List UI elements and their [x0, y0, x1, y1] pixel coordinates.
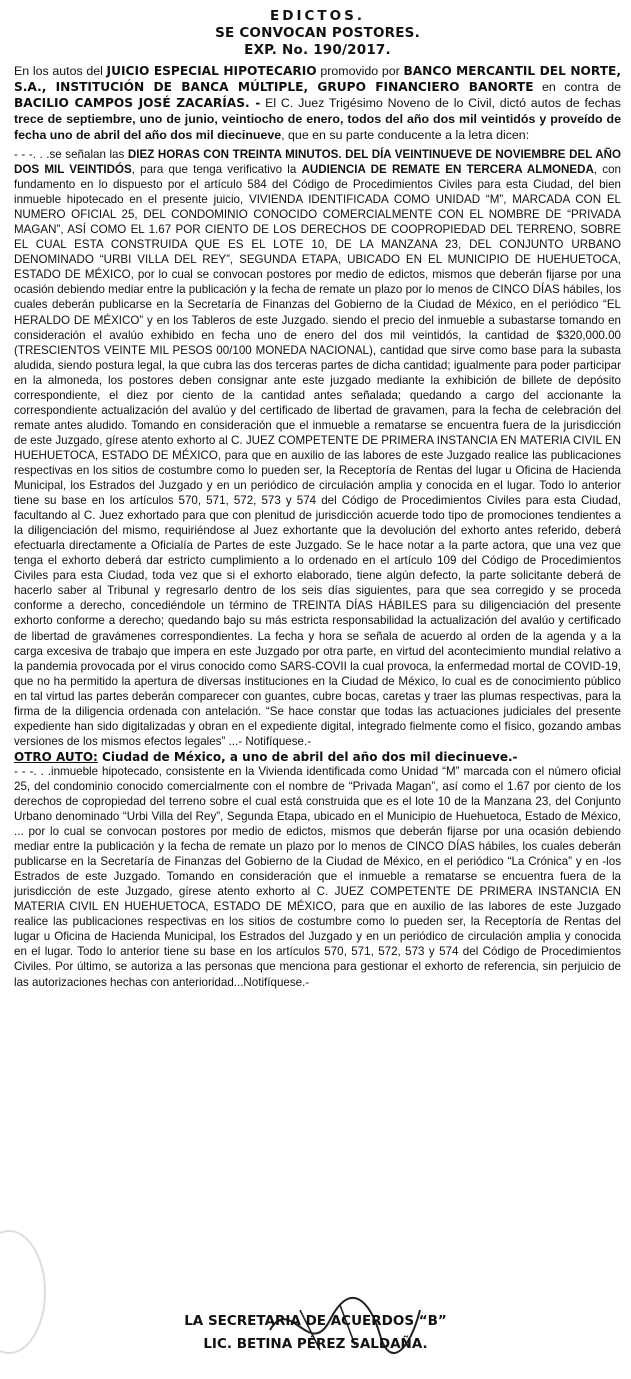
- auto-text-1: - - -. . .se señalan las: [14, 148, 128, 161]
- juicio-type: JUICIO ESPECIAL HIPOTECARIO: [106, 64, 317, 78]
- intro-text-4: El C. Juez Trigésimo Noveno de lo Civil, dictó autos de fechas: [260, 96, 621, 110]
- intro-text-2: promovido por: [316, 64, 404, 78]
- auto-text-3: , con fundamento en lo dispuesto por el artículo 584 del Código de Procedimientos Civiles para esta Ciudad, del bien inmueble hipotecado en el presente juicio, VIVIENDA IDENTIFICADA COMO UNIDAD “M”, MARCADA CON EL NUMERO OFICIAL 25, DEL CONDOMINIO CONOCIDO COMERCIALMENTE CON EL NOMBRE DE “PRIVADA MAGAN”, ASÍ COMO EL 1.67 POR CIENTO DE LOS DERECHOS DE COOPROPIEDAD DEL TERRENO, SOBRE EL CUAL ESTA CONSTRUIDA QUE ES EL LOTE 10, DE LA MANZANA 23, DEL CONJUNTO URBANO DENOMINADO “URBI VILLA DEL REY”, SEGUNDA ETAPA, UBICADO EN EL MUNICIPIO DE HUEHUETOCA, ESTADO DE MÉXICO, por lo cual se convocan postores por medio de edictos, mismos que deberán fijarse por una ocasión debiendo mediar entre la publicación y la fecha de remate un plazo por lo menos de CINCO DÍAS hábiles, los cuales deberán publicarse en la Secretaría de Finanzas del Gobierno de la Ciudad de México, en el periódico “EL HERALDO DE MÉXICO” y en los Tableros de este Juzgado. siendo el precio del inmueble a subastarse tomando en consideración el avalúo exhibido en fecha uno de enero del dos mil veintidós, la cantidad de $320,000.00 (TRESCIENTOS VEINTE MIL PESOS 00/100 MONEDA NACIONAL), cantidad que sirve como base para la subasta aludida, siendo postura legal, la que cubra las dos terceras partes de dicha cantidad; igualmente para poder participar en la almoneda, los postores deben consignar ante este juzgado mediante la exhibición de billete de depósito correspondiente, el diez por ciento de la cantidad antes señalada; quedando a cargo del accionante la correspondiente actualización del avalúo y del certificado de libertad de gravamen, para la fecha de celebración del remate antes aludido. Tomando en consideración que el inmueble a rematarse se encuentra fuera de la jurisdicción de este Juzgado, gírese atento exhorto al C. JUEZ COMPETENTE DE PRIMERA INSTANCIA EN MATERIA CIVIL EN HUEHUETOCA, ESTADO DE MÉXICO, para que en auxilio de las labores de este Juzgado realice las publicaciones respectivas en los sitios de costumbre como lo pueden ser, la Receptoría de Rentas del lugar u Oficina de Hacienda Municipal, los Estrados del Juzgado y en un periódico de circulación amplia y conocida en el lugar. Todo lo anterior tiene su base en los artículos 570, 571, 572, 573 y 574 del Código de Procedimientos Civiles para esta Ciudad, facultando al C. Juez exhortado para que con plenitud de jurisdicción acuerde todo tipo de promociones tendientes a la diligenciación del mismo, requiriéndose al Juez exhortante que la devolución del exhorto antes referido, deberá efectuarla directamente a Oficialía de Partes de este Juzgado. Se le hace notar a la parte actora, que una vez que tenga el exhorto deberá dar estricto cumplimiento a lo ordenado en el artículo 109 del Código de Procedimientos Civiles para esta Ciudad, toda vez que si el exhorto elaborado, tiene algún defecto, la parte solicitante deberá de hacerlo saber al Tribunal y regresarlo dentro de los seis días siguientes, para que sea corregido y se proceda conforme a derecho, concediéndole un término de TREINTA DÍAS HÁBILES para su diligenciación del presente exhorto conforme a derecho; quedando bajo su más estricta responsabilidad la actualización del avalúo y certificado de libertad de gravámenes correspondientes. La fecha y hora se señala de acuerdo al orden de la agenda y a la carga excesiva de trabajo que impera en este Juzgado por otra parte, en virtud del acontecimiento mundial relativo a la pandemia provocada por el virus conocido como SARS-COVII la cual provoca, la enfermedad mortal de COVID-19, que no ha permitido la apertura de diversas instituciones en la Ciudad de México, lo cual es de conocimiento público en tal virtud las partes deberán comparecer con guantes, cubre bocas, caretas y traer las plumas respectivas, para la firma de la diligencia ordenada con antelación. “Se hace constar que todas las actuaciones judiciales del presente expediente han sido digitalizadas y obran en el expediente digital, integrado fielmente como el físico, gozando ambas versiones de los mismos efectos legales” ...- Notifíquese.-: [14, 163, 621, 748]
- auto-paragraph: [14, 147, 621, 749]
- otro-auto-date: Ciudad de México, a uno de abril del año dos mil diecinueve.-: [97, 749, 518, 764]
- otro-auto-paragraph: - - -. . .inmueble hipotecado, consistente en la Vivienda identificada como Unidad “M” marcada con el número oficial 25, del condominio conocido comercialmente con el nombre de “Privada Magan”, así como el 1.67 por ciento de los derechos de copropiedad del terreno sobre el cual está construida que es el lote 10 de la Manzana 23, del Conjunto Urbano denominado “Urbi Villa del Rey”, Segunda Etapa, ubicado en el Municipio de Huehuetoca, Estado de México, ... por lo cual se convocan postores por medio de edictos, mismos que deberán fijarse por una ocasión debiendo mediar entre la publicación y la fecha de remate un plazo por lo menos de CINCO DÍAS hábiles, los cuales deberán publicarse en la Secretaría de Finanzas del Gobierno de la Ciudad de México, en el periódico “La Crónica” y en -los Estrados de este Juzgado. Tomando en consideración que el inmueble a rematarse se encuentra fuera de la jurisdicción de este Juzgado, gírese atento exhorto al C. JUEZ COMPETENTE DE PRIMERA INSTANCIA EN MATERIA CIVIL EN HUEHUETOCA, ESTADO DE MÉXICO, para que en auxilio de las labores de este Juzgado realice las publicaciones respectivas en los sitios de costumbre como lo pueden ser, la Receptoría de Rentas del lugar u Oficina de Hacienda Municipal, los Estrados del Juzgado y en un periódico de circulación amplia y conocida en el lugar. Todo lo anterior tiene su base en los artículos 570, 571, 572, 573 y 574 del Código de Procedimientos Civiles. Por último, se autoriza a las personas que menciona para gestionar el exhorto de referencia, sin perjuicio de las autorizaciones hechas con anterioridad...Notifíquese.-: [14, 764, 621, 989]
- otro-auto-heading: [14, 750, 621, 764]
- intro-text-3: en contra de: [533, 80, 621, 94]
- otro-auto-label: OTRO AUTO:: [14, 749, 98, 764]
- intro-text-5: , que en su parte conducente a la letra dicen:: [281, 128, 530, 142]
- hearing-type: AUDIENCIA DE REMATE EN TERCERA ALMONEDA: [301, 163, 594, 177]
- plaintiff-name: BANCO MERCANTIL DEL NORTE, S.A., INSTITUCIÓN DE BANCA MÚLTIPLE, GRUPO FINANCIERO BANORTE: [14, 64, 622, 94]
- intro-paragraph: [14, 63, 621, 143]
- doc-title: EDICTOS.: [270, 8, 365, 24]
- defendant-name: BACILIO CAMPOS JOSÉ ZACARÍAS. -: [14, 96, 261, 110]
- doc-subtitle: SE CONVOCAN POSTORES.: [215, 25, 420, 41]
- hearing-datetime: DIEZ HORAS CON TREINTA MINUTOS. DEL DÍA VEINTINUEVE DE NOVIEMBRE DEL AÑO DOS MIL VEINTIDÓS: [14, 148, 621, 177]
- intro-text-1: En los autos del: [14, 64, 107, 78]
- expediente-number: EXP. No. 190/2017.: [244, 42, 391, 58]
- signer-name: LIC. BETINA PÉREZ SALDAÑA.: [203, 1336, 428, 1352]
- auto-dates: trece de septiembre, uno de junio, veintiocho de enero, todos del año dos mil veintidós y proveído de fecha uno de abril del año dos mil diecinueve: [14, 112, 621, 142]
- auto-text-2: , para que tenga verificativo la: [131, 163, 302, 177]
- signer-title: LA SECRETARIA DE ACUERDOS “B”: [184, 1313, 447, 1329]
